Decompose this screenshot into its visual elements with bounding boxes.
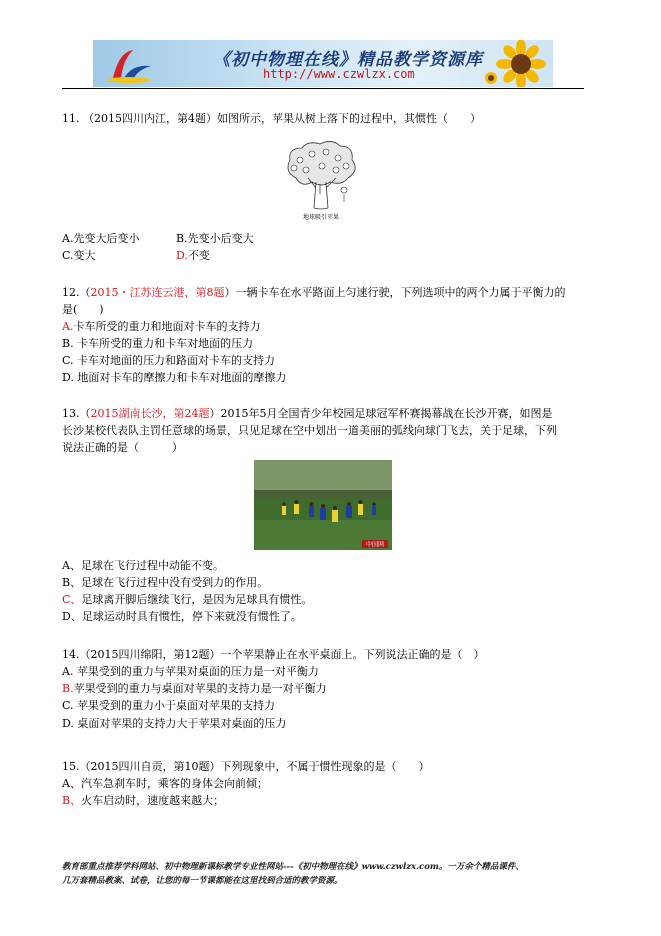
q13-stem: 13.（2015湖南长沙，第24题）2015年5月全国青少年校园足球冠军杯赛揭幕战在长沙开赛，如图是 — [62, 407, 553, 420]
footer-line-1: 教育部重点推荐学科网站、初中物理新课标教学专业性网站---《初中物理在线》www.czwlzx.com。一万余个精品课件、 — [62, 862, 524, 872]
q13-answer-letter: C、 — [62, 593, 82, 606]
q12-source: 2015・江苏连云港，第8题 — [90, 286, 225, 299]
header-banner — [93, 40, 553, 87]
page-footer — [62, 860, 592, 888]
q12-option-b: B. 卡车所受的重力和卡车对地面的压力 — [62, 337, 254, 350]
q13-source: 2015湖南长沙，第24题 — [90, 407, 210, 420]
q11-option-a: A.先变大后变小 — [62, 232, 140, 245]
sunflower-icon — [481, 40, 553, 87]
q11-option-c: C.变大 — [62, 249, 96, 262]
q15-option-b: B、火车启动时，速度越来越大； — [62, 794, 225, 807]
q13-option-b: B、足球在飞行过程中没有受到力的作用。 — [62, 576, 269, 589]
q13-option-c: C、足球离开脚后继续飞行，是因为足球具有惯性。 — [62, 593, 313, 606]
apple-tree-figure — [278, 138, 364, 222]
q12-stem-line2: 是( ) — [62, 303, 104, 316]
q12-option-c: C. 卡车对地面的压力和路面对卡车的支持力 — [62, 354, 276, 367]
q11-answer-letter: D. — [176, 249, 188, 262]
header-divider — [62, 88, 584, 89]
q14-option-b: B.苹果受到的重力与桌面对苹果的支持力是一对平衡力 — [62, 682, 327, 695]
q15-option-a: A、汽车急刹车时，乘客的身体会向前倾； — [62, 777, 268, 790]
q12-stem: 12.（2015・江苏连云港，第8题）一辆卡车在水平路面上匀速行驶，下列选项中的两个力属于平衡力的 — [62, 286, 566, 299]
q11-option-d: D.不变 — [176, 249, 210, 262]
q14-answer-letter: B. — [62, 682, 74, 695]
q12-answer-letter: A. — [62, 320, 74, 333]
figure-caption: 地球吸引苹果 — [302, 214, 340, 221]
q15-answer-letter: B、 — [62, 794, 82, 807]
q13-stem-line2: 长沙某校代表队主罚任意球的场景，只见足球在空中划出一道美丽的弧线向球门飞去，关于足球，下列 — [62, 424, 557, 437]
q13-stem-line3: 说法正确的是（ ） — [62, 441, 183, 454]
banner-url[interactable]: http://www.czwlzx.com — [263, 67, 415, 81]
q14-option-d: D. 桌面对苹果的支持力大于苹果对桌面的压力 — [62, 717, 287, 730]
q14-option-c: C. 苹果受到的重力小于桌面对苹果的支持力 — [62, 699, 276, 712]
q13-option-d: D、足球运动时具有惯性，停下来就没有惯性了。 — [62, 610, 302, 623]
q11-stem: 11. （2015四川内江，第4题）如图所示，苹果从树上落下的过程中，其惯性（ ） — [62, 112, 481, 125]
soccer-photo — [254, 460, 392, 550]
q12-option-d: D. 地面对卡车的摩擦力和卡车对地面的摩擦力 — [62, 371, 287, 384]
banner-title: 《初中物理在线》精品教学资源库 — [213, 50, 483, 70]
q11-option-b: B.先变小后变大 — [176, 232, 254, 245]
q14-option-a: A. 苹果受到的重力与苹果对桌面的压力是一对平衡力 — [62, 665, 319, 678]
q15-stem: 15.（2015四川自贡，第10题）下列现象中，不属于惯性现象的是（ ） — [62, 760, 430, 773]
q14-stem: 14.（2015四川绵阳，第12题）一个苹果静止在水平桌面上。下列说法正确的是（ ） — [62, 648, 485, 661]
footer-line-2: 几万套精品教案、试卷，让您的每一节课都能在这里找到合适的教学资源。 — [62, 876, 343, 886]
q13-option-a: A、足球在飞行过程中动能不变。 — [62, 559, 224, 572]
site-logo-icon — [99, 44, 159, 84]
q12-option-a: A.卡车所受的重力和地面对卡车的支持力 — [62, 320, 261, 333]
photo-watermark: 中国网 — [365, 541, 385, 549]
